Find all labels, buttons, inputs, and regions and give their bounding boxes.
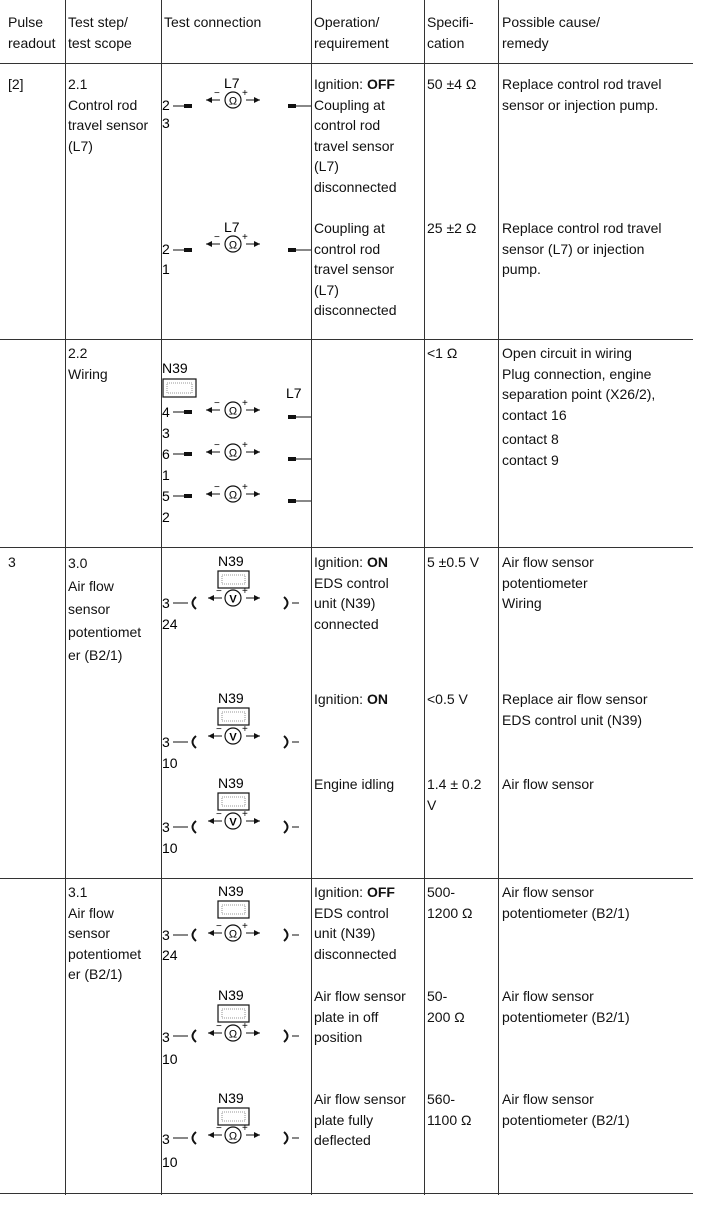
component-label: L7 [286, 385, 302, 401]
operation-line: unit (N39) [314, 925, 376, 941]
step-text: travel sensor [68, 117, 149, 133]
step-text: Wiring [68, 365, 108, 382]
operation-line: EDS control [314, 904, 389, 921]
svg-text:+: + [242, 921, 248, 932]
header-step [68, 12, 132, 53]
svg-text:+: + [242, 724, 248, 735]
row-divider [0, 63, 693, 64]
op-bold: OFF [366, 76, 395, 92]
pin-label: 1 [162, 261, 170, 277]
svg-text:−: − [216, 1021, 222, 1032]
operation-text [314, 882, 397, 964]
pin-label: 10 [162, 840, 178, 856]
specification [427, 774, 481, 815]
operation-line [314, 74, 397, 95]
volt-meter-icon [208, 809, 260, 829]
possible-cause [502, 74, 662, 115]
column-divider [65, 0, 66, 1195]
pin-label: 6 [162, 446, 170, 462]
operation-line: position [314, 1029, 363, 1045]
header-pulse [8, 12, 55, 53]
ohmmeter-diagram [162, 1089, 311, 1181]
component-label: L7 [224, 219, 240, 235]
possible-cause: Air flow sensor [502, 776, 594, 792]
control-unit-icon [163, 379, 196, 397]
cause-line: Open circuit in wiring [502, 345, 632, 361]
cause-line: sensor or injection pump. [502, 96, 659, 113]
header-text: Pulse [8, 14, 44, 30]
operation-line: EDS control [314, 574, 389, 591]
ohmmeter-diagram [162, 986, 311, 1078]
op-prefix: Ignition: [314, 691, 367, 707]
specification: 25 ±2 Ω [427, 220, 477, 236]
header-text: Test connection [164, 14, 262, 30]
row-divider [0, 547, 693, 548]
volt-meter-icon [208, 724, 260, 744]
step-text: er (B2/1) [68, 647, 123, 663]
possible-cause [502, 343, 655, 470]
svg-text:−: − [216, 586, 222, 597]
test-step [68, 552, 141, 667]
ohm-meter-icon [208, 921, 260, 941]
ohmmeter-diagram [162, 882, 311, 974]
operation-text [314, 1089, 406, 1151]
unit-label: N39 [218, 690, 244, 706]
control-unit-icon [218, 1005, 249, 1022]
header-text: requirement [314, 34, 389, 51]
specification [427, 1089, 471, 1130]
operation-text [314, 689, 388, 710]
operation-line: (L7) [314, 281, 339, 298]
header-text: Possible cause/ [502, 14, 601, 30]
operation-line [314, 552, 389, 573]
unit-label: N39 [162, 360, 188, 376]
svg-text:Ω: Ω [228, 95, 238, 108]
step-text: sensor [68, 601, 111, 617]
svg-text:+: + [242, 232, 248, 243]
pin-label: 10 [162, 1154, 178, 1170]
pin-label: 3 [162, 425, 170, 441]
header-spec [427, 12, 474, 53]
step-text: 3.0 [68, 555, 88, 571]
ohmmeter-diagram [162, 74, 311, 134]
svg-text:Ω: Ω [228, 239, 238, 252]
op-bold: OFF [366, 884, 395, 900]
row-divider [0, 1193, 693, 1194]
step-text: 2.1 [68, 76, 88, 92]
spec-line: 1.4 ± 0.2 [427, 776, 482, 792]
svg-text:+: + [242, 440, 248, 451]
spec-line: 560- [427, 1091, 456, 1107]
volt-meter-icon [208, 586, 260, 606]
svg-text:+: + [242, 482, 248, 493]
possible-cause [502, 1089, 630, 1130]
cause-line: potentiometer (B2/1) [502, 1111, 630, 1128]
specification: 50 ±4 Ω [427, 76, 477, 92]
ohm-meter-icon [206, 398, 260, 418]
header-text: Test step/ [68, 14, 128, 30]
operation-line: disconnected [314, 302, 397, 318]
pin-label: 2 [162, 97, 170, 113]
operation-text [314, 74, 397, 197]
pin-label: 24 [162, 947, 178, 963]
operation-line [314, 689, 388, 710]
header-cause [502, 12, 600, 53]
step-text: potentiomet [68, 624, 142, 640]
pin-label: 3 [162, 734, 170, 750]
svg-text:Ω: Ω [228, 928, 238, 941]
svg-text:−: − [214, 440, 220, 451]
header-text: test scope [68, 34, 132, 51]
operation-text [314, 552, 389, 634]
step-text: Air flow [68, 578, 114, 594]
operation-line: Coupling at [314, 220, 385, 236]
svg-text:V: V [229, 593, 237, 606]
row-divider [0, 878, 693, 879]
specification: 5 ±0.5 V [427, 554, 480, 570]
ohm-meter-icon [206, 440, 260, 460]
possible-cause [502, 986, 630, 1027]
cause-line: Air flow sensor [502, 884, 594, 900]
cause-line: potentiometer (B2/1) [502, 904, 630, 921]
cause-line: sensor (L7) or injection [502, 240, 645, 257]
cause-line: potentiometer (B2/1) [502, 1008, 630, 1025]
pulse-readout: 3 [8, 554, 16, 570]
pin-label: 3 [162, 927, 170, 943]
control-unit-icon [218, 901, 249, 918]
spec-line: 1100 Ω [427, 1111, 472, 1128]
step-text: potentiomet [68, 945, 142, 962]
cause-line: contact 16 [502, 406, 567, 423]
spec-line: V [427, 796, 437, 813]
header-text: Operation/ [314, 14, 380, 30]
pin-label: 10 [162, 755, 178, 771]
possible-cause [502, 218, 662, 280]
specification [427, 986, 465, 1027]
operation-line: travel sensor [314, 261, 395, 277]
voltmeter-diagram [162, 552, 311, 644]
row-divider [0, 339, 693, 340]
pin-label: 5 [162, 488, 170, 504]
ohm-meter-icon [206, 232, 260, 252]
op-bold: ON [366, 691, 388, 707]
pin-label: 3 [162, 819, 170, 835]
possible-cause [502, 689, 648, 730]
header-conn [164, 12, 261, 33]
step-text: 2.2 [68, 345, 88, 361]
specification: <1 Ω [427, 345, 458, 361]
svg-text:+: + [242, 398, 248, 409]
ohm-meter-icon [208, 1123, 260, 1143]
possible-cause [502, 882, 630, 923]
pin-label: 3 [162, 115, 170, 131]
step-text: er (B2/1) [68, 966, 123, 982]
pin-label: 2 [162, 241, 170, 257]
operation-line: Air flow sensor [314, 1091, 406, 1107]
op-prefix: Ignition: [314, 884, 367, 900]
header-text: remedy [502, 34, 549, 51]
operation-text [314, 986, 406, 1048]
test-step [68, 343, 108, 384]
component-label: L7 [224, 75, 240, 91]
svg-text:−: − [216, 724, 222, 735]
pin-label: 1 [162, 467, 170, 483]
cause-line: Air flow sensor [502, 988, 594, 1004]
header-text: Specifi- [427, 14, 474, 30]
pin-label: 3 [162, 1131, 170, 1147]
step-text: Air flow [68, 904, 114, 921]
svg-text:+: + [242, 1021, 248, 1032]
specification [427, 882, 473, 923]
svg-text:Ω: Ω [228, 1028, 238, 1041]
svg-text:V: V [229, 731, 237, 744]
wiring-diagram [162, 358, 311, 530]
spec-line: 50- [427, 988, 448, 1004]
operation-line: connected [314, 615, 379, 632]
header-text: readout [8, 34, 56, 51]
column-divider [311, 0, 312, 1195]
svg-text:−: − [214, 482, 220, 493]
unit-label: N39 [218, 883, 244, 899]
operation-line: control rod [314, 117, 381, 133]
step-text: Control rod [68, 96, 138, 113]
header-text: cation [427, 34, 465, 51]
svg-text:Ω: Ω [228, 405, 238, 418]
spec-line: 1200 Ω [427, 904, 473, 921]
operation-line: Coupling at [314, 96, 385, 113]
cause-line: potentiometer [502, 574, 588, 591]
ohmmeter-diagram [162, 218, 311, 278]
cause-line: contact 9 [502, 451, 559, 468]
header-op [314, 12, 389, 53]
step-text: sensor [68, 925, 111, 941]
cause-line: separation point (X26/2), [502, 386, 656, 402]
svg-text:V: V [229, 816, 237, 829]
cause-line: Wiring [502, 595, 542, 611]
pin-label: 4 [162, 404, 170, 420]
pin-label: 2 [162, 509, 170, 525]
column-divider [424, 0, 425, 1195]
column-divider [498, 0, 499, 1195]
operation-text [314, 218, 397, 321]
svg-text:−: − [216, 921, 222, 932]
operation-line: Air flow sensor [314, 988, 406, 1004]
pin-label: 3 [162, 595, 170, 611]
operation-line: plate fully [314, 1111, 374, 1128]
svg-text:−: − [214, 398, 220, 409]
cause-line: Replace control rod travel [502, 76, 662, 92]
cause-line: EDS control unit (N39) [502, 711, 643, 728]
cause-line: pump. [502, 261, 541, 277]
svg-text:+: + [242, 809, 248, 820]
ohm-meter-icon [208, 1021, 260, 1041]
svg-text:+: + [242, 1123, 248, 1134]
cause-line: Air flow sensor [502, 1091, 594, 1107]
test-step [68, 882, 141, 985]
operation-line: (L7) [314, 158, 339, 174]
svg-text:−: − [214, 232, 220, 243]
control-unit-icon [218, 793, 249, 810]
voltmeter-diagram [162, 774, 311, 866]
unit-label: N39 [218, 553, 244, 569]
svg-text:−: − [216, 1123, 222, 1134]
pin-label: 10 [162, 1051, 178, 1067]
operation-line: plate in off [314, 1008, 379, 1025]
unit-label: N39 [218, 987, 244, 1003]
svg-text:−: − [214, 88, 220, 99]
control-unit-icon [218, 708, 249, 725]
cause-line: Replace control rod travel [502, 220, 662, 236]
operation-line: control rod [314, 240, 381, 257]
svg-text:+: + [242, 88, 248, 99]
step-text: 3.1 [68, 884, 88, 900]
unit-label: N39 [218, 775, 244, 791]
operation-line: travel sensor [314, 137, 395, 154]
possible-cause [502, 552, 594, 614]
svg-text:+: + [242, 586, 248, 597]
svg-text:Ω: Ω [228, 1130, 238, 1143]
voltmeter-diagram [162, 689, 311, 781]
pin-label: 3 [162, 1029, 170, 1045]
operation-line: disconnected [314, 178, 397, 195]
svg-text:Ω: Ω [228, 447, 238, 460]
op-bold: ON [366, 554, 388, 570]
cause-line: Replace air flow sensor [502, 691, 648, 707]
svg-text:Ω: Ω [228, 489, 238, 502]
operation-line: unit (N39) [314, 595, 376, 611]
spec-line: 500- [427, 884, 456, 900]
operation-line [314, 882, 397, 903]
ohm-meter-icon [206, 88, 260, 108]
operation-line: deflected [314, 1132, 371, 1148]
ohm-meter-icon [206, 482, 260, 502]
cause-line: contact 8 [502, 431, 559, 447]
cause-line: Plug connection, engine [502, 365, 652, 382]
specification: <0.5 V [427, 691, 468, 707]
operation-text: Engine idling [314, 776, 395, 792]
cause-line: Air flow sensor [502, 554, 594, 570]
op-prefix: Ignition: [314, 554, 367, 570]
operation-line: disconnected [314, 945, 397, 962]
unit-label: N39 [218, 1090, 244, 1106]
svg-text:−: − [216, 809, 222, 820]
pulse-readout: [2] [8, 76, 24, 92]
test-step [68, 74, 148, 156]
op-prefix: Ignition: [314, 76, 367, 92]
spec-line: 200 Ω [427, 1008, 465, 1025]
pin-label: 24 [162, 616, 178, 632]
step-text: (L7) [68, 137, 93, 154]
